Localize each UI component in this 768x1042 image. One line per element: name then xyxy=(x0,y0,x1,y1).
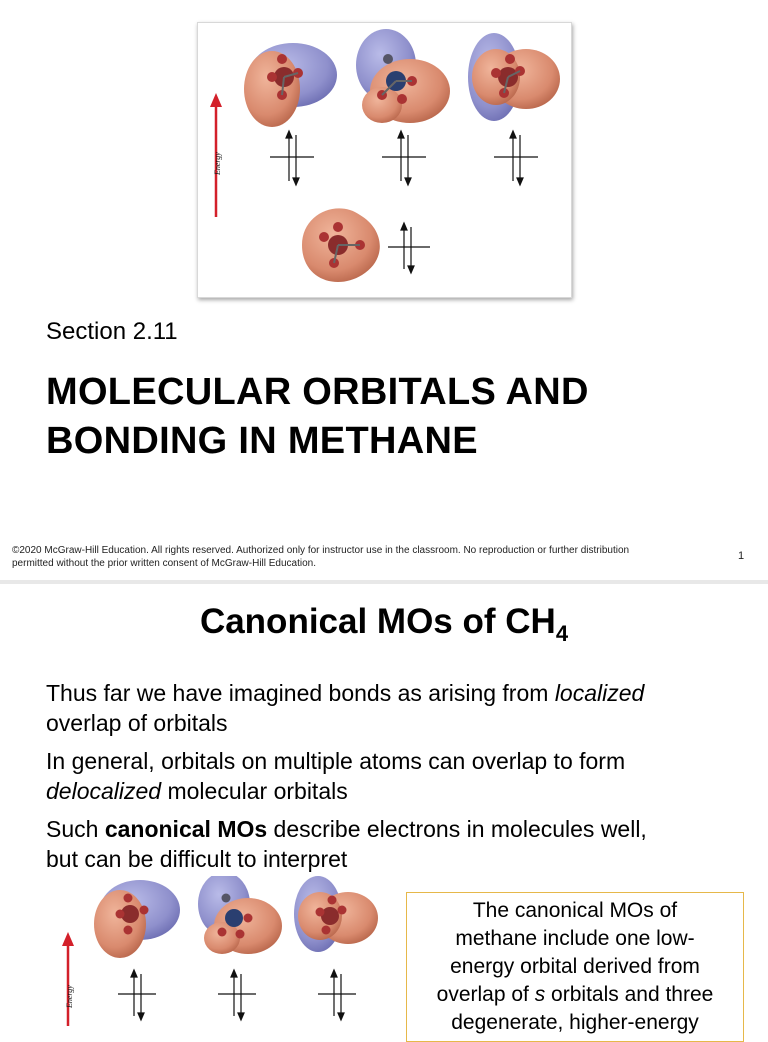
callout-line-1: The canonical MOs of xyxy=(472,899,678,922)
orbital-3-icon xyxy=(468,33,560,121)
orbital-c-icon xyxy=(294,876,378,952)
copyright-notice xyxy=(12,544,702,570)
bullet-3 xyxy=(46,814,746,874)
bullet-2-italic: delocalized xyxy=(46,778,162,804)
orbital-4-icon xyxy=(302,208,380,282)
callout-line-4 xyxy=(407,981,743,1009)
slide-title-line-1: MOLECULAR ORBITALS AND xyxy=(46,371,589,413)
orbital-1-icon xyxy=(244,43,337,127)
section-label: Section 2.11 xyxy=(46,318,178,345)
callout-line-2: methane include one low- xyxy=(455,927,695,950)
bullet-1-text-2: overlap of orbitals xyxy=(46,710,228,736)
bullet-3-text: Such xyxy=(46,816,105,842)
electron-pair-c-icon xyxy=(318,970,356,1020)
bullet-2-text-2: molecular orbitals xyxy=(161,778,348,804)
bullet-2-text: In general, orbitals on multiple atoms can overlap to form xyxy=(46,748,626,774)
bullet-3-bold: canonical MOs xyxy=(104,816,268,842)
orbital-a-icon xyxy=(94,880,180,958)
callout-line-3: energy orbital derived from xyxy=(450,955,700,978)
electron-pair-a-icon xyxy=(118,970,156,1020)
slide-2-title-main: Canonical MOs of CH xyxy=(199,602,556,641)
callout-line-4-text-2: orbitals and three xyxy=(545,983,714,1006)
canonical-mo-figure xyxy=(56,876,386,1026)
bullet-3-text-3: but can be difficult to interpret xyxy=(46,846,348,872)
slide-title-line-2: BONDING IN METHANE xyxy=(46,420,478,462)
bullet-2 xyxy=(46,746,746,806)
copyright-line-1: ©2020 McGraw-Hill Education. All rights reserved. Authorized only for instructor use in the classroom. No reproduction or further distribution xyxy=(12,545,630,556)
energy-arrow-2 xyxy=(62,932,74,1026)
energy-axis-label-2: Energy xyxy=(65,985,74,1008)
callout-line-4-text: overlap of xyxy=(436,983,535,1006)
electron-pair-2-icon xyxy=(382,131,426,185)
electron-pair-3-icon xyxy=(494,131,538,185)
slide-2-title-subscript: 4 xyxy=(555,621,569,646)
callout-line-5: degenerate, higher-energy xyxy=(451,1011,699,1034)
slide-2 xyxy=(0,584,768,1034)
energy-axis-label: Energy xyxy=(213,152,222,175)
bullet-3-text-2: describe electrons in molecules well, xyxy=(267,816,647,842)
electron-pair-4-icon xyxy=(388,223,430,273)
electron-pair-b-icon xyxy=(218,970,256,1020)
bullet-1-italic: localized xyxy=(554,680,645,706)
mo-diagram-svg xyxy=(198,23,571,297)
callout-box xyxy=(406,892,744,1042)
orbital-b-icon xyxy=(198,876,282,954)
callout-line-4-italic: s xyxy=(534,983,546,1006)
electron-pair-1-icon xyxy=(270,131,314,185)
copyright-line-2: permitted without the prior written consent of McGraw-Hill Education. xyxy=(12,558,317,569)
orbital-2-icon xyxy=(356,29,450,123)
bullet-1 xyxy=(46,678,746,738)
page-number: 1 xyxy=(738,550,745,562)
slide-title xyxy=(46,368,746,466)
bullet-1-text: Thus far we have imagined bonds as arising from xyxy=(46,680,555,706)
mo-energy-diagram xyxy=(197,22,572,298)
slide-2-title xyxy=(0,602,768,647)
